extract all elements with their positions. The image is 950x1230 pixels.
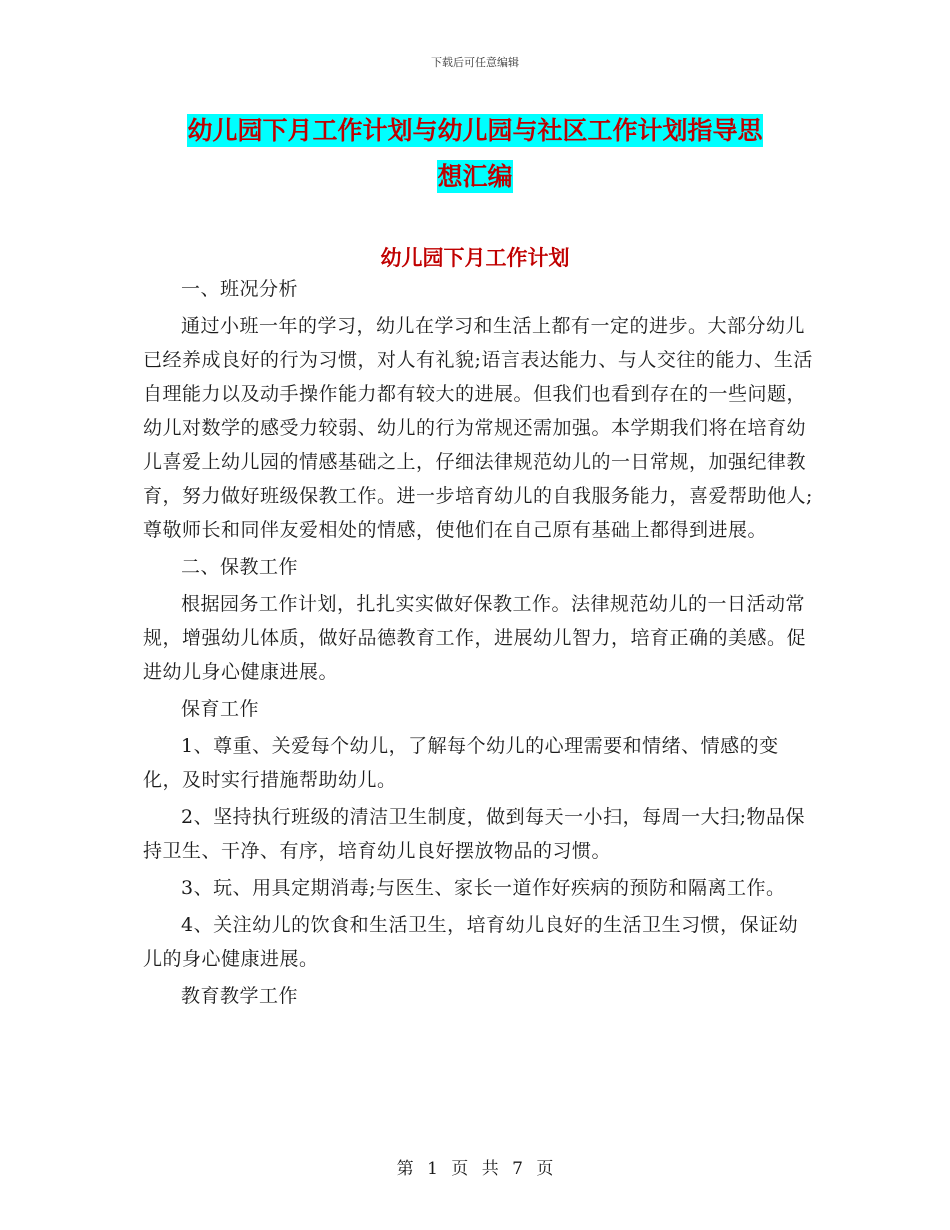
title-line-1: 幼儿园下月工作计划与幼儿园与社区工作计划指导思 [187, 116, 763, 145]
page-number-footer: 第 1 页 共 7 页 [396, 1159, 554, 1179]
heading-teaching-work: 教育教学工作 [181, 985, 299, 1007]
document-body [143, 272, 815, 1016]
heading-nursing-work: 保育工作 [181, 698, 260, 720]
section-title: 幼儿园下月工作计划 [380, 246, 570, 270]
heading-class-analysis: 一、班况分析 [181, 278, 299, 300]
paragraph-care-education: 根据园务工作计划，扎扎实实做好保教工作。法律规范幼儿的一日活动常规，增强幼儿体质，做好品德教育工作，进展幼儿智力，培育正确的美感。促进幼儿身心健康进展。 [143, 593, 807, 683]
list-item: 3、玩、用具定期消毒;与医生、家长一道作好疾病的预防和隔离工作。 [181, 877, 786, 899]
heading-care-education: 二、保教工作 [181, 556, 299, 578]
document-title [140, 108, 810, 200]
list-item: 2、坚持执行班级的清洁卫生制度，做到每天一小扫，每周一大扫;物品保持卫生、干净、有序，培育幼儿良好摆放物品的习惯。 [143, 806, 805, 862]
paragraph-class-analysis: 通过小班一年的学习，幼儿在学习和生活上都有一定的进步。大部分幼儿已经养成良好的行为习惯，对人有礼貌;语言表达能力、与人交往的能力、生活自理能力以及动手操作能力都有较大的进展。但我们也看到存在的一些问题，幼儿对数学的感受力较弱、幼儿的行为常规还需加强。本学期我们将在培育幼儿喜爱上幼儿园的情感基础之上，仔细法律规范幼儿的一日常规，加强纪律教育，努力做好班级保教工作。进一步培育幼儿的自我服务能力，喜爱帮助他人;尊敬师长和同伴友爱相处的情感，使他们在自己原有基础上都得到进展。 [143, 315, 813, 541]
title-line-2: 想汇编 [437, 162, 513, 191]
list-item: 4、关注幼儿的饮食和生活卫生，培育幼儿良好的生活卫生习惯，保证幼儿的身心健康进展。 [143, 914, 799, 970]
header-note: 下载后可任意编辑 [431, 56, 519, 69]
list-item: 1、尊重、关爱每个幼儿，了解每个幼儿的心理需要和情绪、情感的变化，及时实行措施帮助幼儿。 [143, 735, 779, 791]
